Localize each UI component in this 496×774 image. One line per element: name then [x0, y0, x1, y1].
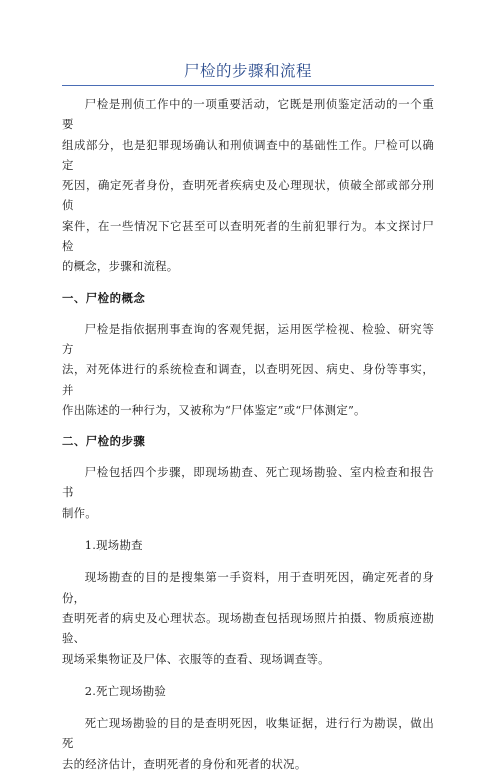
section-heading-steps: 二、尸检的步骤 — [62, 434, 146, 449]
title-underline — [62, 85, 434, 86]
intro-paragraph: 尸检是刑侦工作中的一项重要活动，它既是刑侦鉴定活动的一个重要 组成部分，也是犯罪现场确认和刑侦调查中的基础性工作。尸检可以确定 死因，确定死者身份，查明死者疾病史及心理现状，侦破全部或部分刑侦 案件，在一些情况下它甚至可以查明死者的生前犯罪行为。本文探讨尸检 的概念，步骤和流程。 — [62, 97, 434, 274]
site-survey-paragraph: 现场勘查的目的是搜集第一手资料，用于查明死因，确定死者的身份， 查明死者的病史及心理状态。现场勘查包括现场照片拍摄、物质痕迹勘验、 现场采集物证及尸体、衣服等的查看、现场调查等。 — [62, 570, 434, 666]
death-scene-paragraph: 死亡现场勘验的目的是查明死因，收集证据，进行行为勘误，做出死 去的经济估计，查明死者的身份和死者的状况。 — [62, 716, 434, 771]
spacer — [62, 701, 434, 713]
spacer — [62, 523, 434, 535]
section-heading-concept: 一、尸检的概念 — [62, 290, 146, 305]
spacer — [62, 555, 434, 567]
concept-paragraph: 尸检是指依据刑事查询的客观凭据，运用医学检视、检验、研究等方 法，对死体进行的系统检查和调查，以查明死因、病史、身份等事实，并 作出陈述的一种行为，又被称为“尸体鉴定”或“尸体测定”。 — [62, 321, 434, 417]
spacer — [62, 277, 434, 288]
step-label-site-survey: 1.现场勘查 — [84, 538, 143, 553]
spacer — [62, 669, 434, 681]
spacer — [62, 451, 434, 462]
steps-paragraph: 尸检包括四个步骤，即现场勘查、死亡现场勘验、室内检查和报告书 制作。 — [62, 465, 434, 520]
document-body — [62, 94, 434, 774]
step-label-death-scene: 2.死亡现场勘验 — [84, 683, 167, 698]
spacer — [62, 308, 434, 319]
spacer — [62, 420, 434, 431]
page-title: 尸检的步骤和流程 — [183, 62, 312, 80]
